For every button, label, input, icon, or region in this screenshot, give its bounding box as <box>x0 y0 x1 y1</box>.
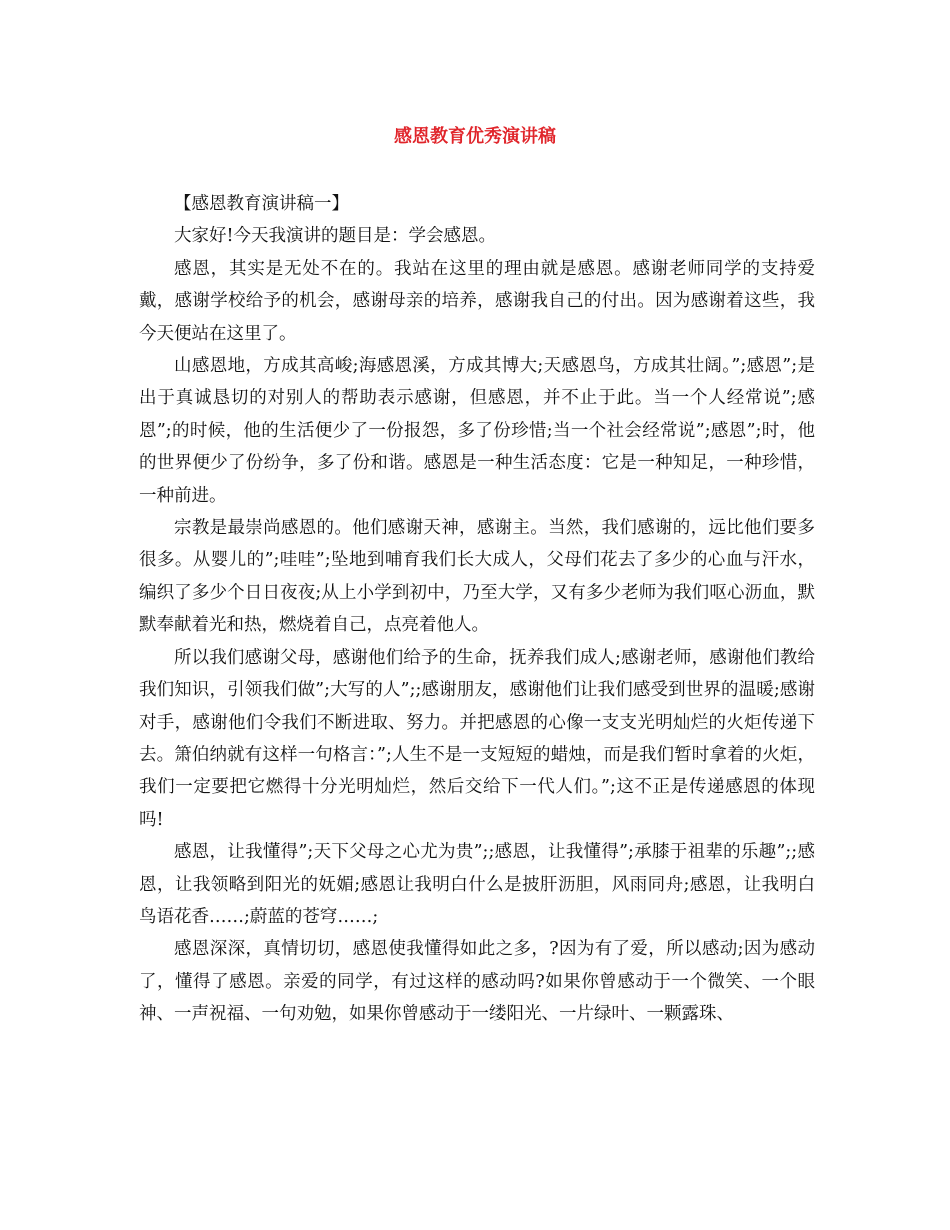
section-heading: 【感恩教育演讲稿一】 <box>174 194 349 214</box>
paragraph: 宗教是最崇尚感恩的。他们感谢天神，感谢主。当然，我们感谢的，远比他们要多很多。从婴儿的”;哇哇”;坠地到哺育我们长大成人，父母们花去了多少的心血与汗水，编织了多少个日日夜夜;从上小学到初中，乃至大学，又有多少老师为我们呕心沥血，默默奉献着光和热，燃烧着自己，点亮着他人。 <box>139 518 815 636</box>
document-title: 感恩教育优秀演讲稿 <box>394 126 556 147</box>
paragraph: 感恩，让我懂得”;天下父母之心尤为贵”;;感恩，让我懂得”;承膝于祖辈的乐趣”;;感恩，让我领略到阳光的妩媚;感恩让我明白什么是披肝沥胆，风雨同舟;感恩，让我明白鸟语花香……;蔚蓝的苍穹……; <box>139 842 815 927</box>
paragraph: 山感恩地，方成其高峻;海感恩溪，方成其博大;天感恩鸟，方成其壮阔。”;感恩”;是出于真诚恳切的对别人的帮助表示感谢，但感恩，并不止于此。当一个人经常说”;感恩”;的时候，他的生活便少了一份报怨，多了份珍惜;当一个社会经常说”;感恩”;时，他的世界便少了份纷争，多了份和谐。感恩是一种生活态度：它是一种知足，一种珍惜，一种前进。 <box>139 356 815 506</box>
paragraph: 感恩深深，真情切切，感恩使我懂得如此之多，?因为有了爱，所以感动;因为感动了，懂得了感恩。亲爱的同学，有过这样的感动吗?如果你曾感动于一个微笑、一个眼神、一声祝福、一句劝勉，如果你曾感动于一缕阳光、一片绿叶、一颗露珠、 <box>139 939 815 1025</box>
paragraph: 感恩，其实是无处不在的。我站在这里的理由就是感恩。感谢老师同学的支持爱戴，感谢学校给予的机会，感谢母亲的培养，感谢我自己的付出。因为感谢着这些，我今天便站在这里了。 <box>139 258 815 344</box>
document-body <box>139 188 815 1031</box>
paragraph: 大家好!今天我演讲的题目是：学会感恩。 <box>174 226 497 247</box>
paragraph: 所以我们感谢父母，感谢他们给予的生命，抚养我们成人;感谢老师，感谢他们教给我们知识，引领我们做”;大写的人”;;感谢朋友，感谢他们让我们感受到世界的温暖;感谢对手，感谢他们令我们不断进取、努力。并把感恩的心像一支支光明灿烂的火炬传递下去。箫伯纳就有这样一句格言：”;人生不是一支短短的蜡烛，而是我们暂时拿着的火炬，我们一定要把它燃得十分光明灿烂，然后交给下一代人们。”;这不正是传递感恩的体现吗! <box>139 647 815 830</box>
